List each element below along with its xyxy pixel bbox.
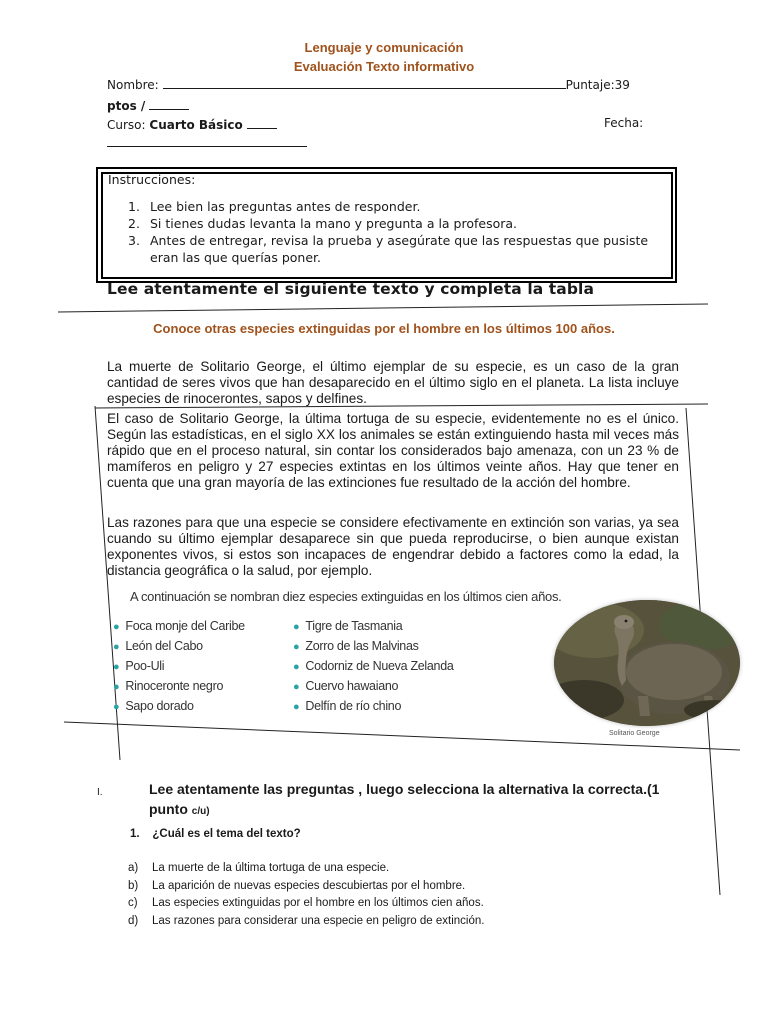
species-item: ● Sapo dorado (113, 699, 194, 713)
section-instruction-small: c/u) (191, 806, 210, 817)
bullet-icon: ● (293, 681, 300, 693)
bullet-icon: ● (293, 701, 300, 713)
species-list-title: A continuación se nombran diez especies extinguidas en los últimos cien años. (130, 589, 562, 604)
species-item: ● Cuervo hawaiano (293, 679, 399, 693)
nombre-label: Nombre: (107, 78, 159, 92)
bullet-icon: ● (293, 661, 300, 673)
paragraph-3: Las razones para que una especie se considere efectivamente en extinción son varias, ya sea cuando su último ejemplar desaparece sin que pueda reproducirse, o bien aunque existan exponentes vivos, si estos son incapaces de engendrar debido a factores como la edad, la distancia geográfica o la salud, por ejemplo. (107, 515, 679, 578)
question-1 (130, 828, 301, 840)
bullet-icon: ● (293, 641, 300, 653)
species-list-left (113, 617, 245, 717)
species-item: ● Rinoceronte negro (113, 679, 224, 693)
bullet-icon: ● (113, 661, 120, 673)
option-text: La muerte de la última tortuga de una especie. (152, 862, 390, 874)
option-letter: c) (128, 897, 138, 909)
section-instruction (149, 779, 689, 822)
bullet-icon: ● (113, 681, 120, 693)
instruction-num: 2. (128, 216, 140, 231)
paragraph-2: El caso de Solitario George, la última tortuga de su especie, evidentemente no es el único. Según las estadísticas, en el siglo XX los animales se están extinguiendo hasta mil veces más rápido que en el proceso natural, sin contar los considerados bajo amenaza, con un 23 % de mamíferos en peligro y 27 especies extintas en los últimos veinte años. Hay que tener en cuenta que una gran mayoría de las extinciones fue resultado de la acción del hombre. (107, 411, 679, 490)
tortoise-photo (554, 600, 740, 726)
main-heading: Lee atentamente el siguiente texto y completa la tabla (107, 280, 595, 298)
species-item: ● Poo-Uli (113, 659, 165, 673)
bullet-icon: ● (113, 621, 120, 633)
photo-caption: Solitario George (609, 730, 660, 737)
option-letter: b) (128, 879, 139, 892)
option-text: La aparición de nuevas especies descubiertas por el hombre. (152, 879, 466, 892)
section-roman-numeral: I. (97, 787, 103, 798)
evaluation-title: Evaluación Texto informativo (293, 59, 475, 74)
question-1-options (128, 860, 484, 930)
bullet-icon: ● (293, 621, 300, 633)
tortoise-illustration (554, 600, 740, 726)
fecha-label: Fecha: (604, 116, 644, 130)
instruction-num: 3. (128, 233, 140, 248)
text-title: Conoce otras especies extinguidas por el hombre en los últimos 100 años. (153, 321, 615, 336)
option-b[interactable] (128, 878, 484, 896)
species-item: ● Foca monje del Caribe (113, 619, 245, 633)
species-list-right (293, 617, 454, 717)
question-text: ¿Cuál es el tema del texto? (152, 828, 301, 840)
bullet-icon: ● (113, 701, 120, 713)
option-letter: a) (128, 862, 139, 874)
bullet-icon: ● (113, 641, 120, 653)
divider-line-top (58, 304, 708, 312)
option-a[interactable] (128, 860, 484, 878)
curso-value: Cuarto Básico (149, 118, 243, 132)
option-text: Las especies extinguidas por el hombre en los últimos cien años. (152, 897, 484, 909)
ptos-label: ptos / (107, 99, 146, 113)
species-item: ● León del Cabo (113, 639, 203, 653)
instruction-text: Lee bien las preguntas antes de responder. (150, 199, 421, 214)
puntaje-label: Puntaje:39 (565, 78, 630, 92)
instruction-text: Si tienes dudas levanta la mano y pregunta a la profesora. (150, 216, 518, 231)
species-item: ● Zorro de las Malvinas (293, 639, 419, 653)
curso-label: Curso: (107, 118, 146, 132)
option-c[interactable] (128, 895, 484, 913)
option-letter: d) (128, 914, 139, 927)
question-number: 1. (130, 828, 140, 840)
option-d[interactable] (128, 913, 484, 931)
instructions-heading: Instrucciones: (108, 172, 196, 187)
option-text: Las razones para considerar una especie en peligro de extinción. (152, 914, 485, 927)
instruction-text: Antes de entregar, revisa la prueba y asegúrate que las respuestas que pusiste eran las que querías poner. (150, 233, 649, 265)
section-instruction-main: Lee atentamente las preguntas , luego selecciona la alternativa la correcta.(1 punto (149, 781, 660, 817)
subject-title: Lenguaje y comunicación (304, 40, 464, 55)
species-item: ● Delfín de río chino (293, 699, 402, 713)
species-item: ● Tigre de Tasmania (293, 619, 403, 633)
species-item: ● Codorniz de Nueva Zelanda (293, 659, 454, 673)
paragraph-1: La muerte de Solitario George, el último ejemplar de su especie, es un caso de la gran cantidad de seres vivos que han desaparecido en el último siglo en el planeta. La lista incluye especies de rinocerontes, sapos y delfines. (107, 359, 679, 406)
instruction-num: 1. (128, 199, 140, 214)
